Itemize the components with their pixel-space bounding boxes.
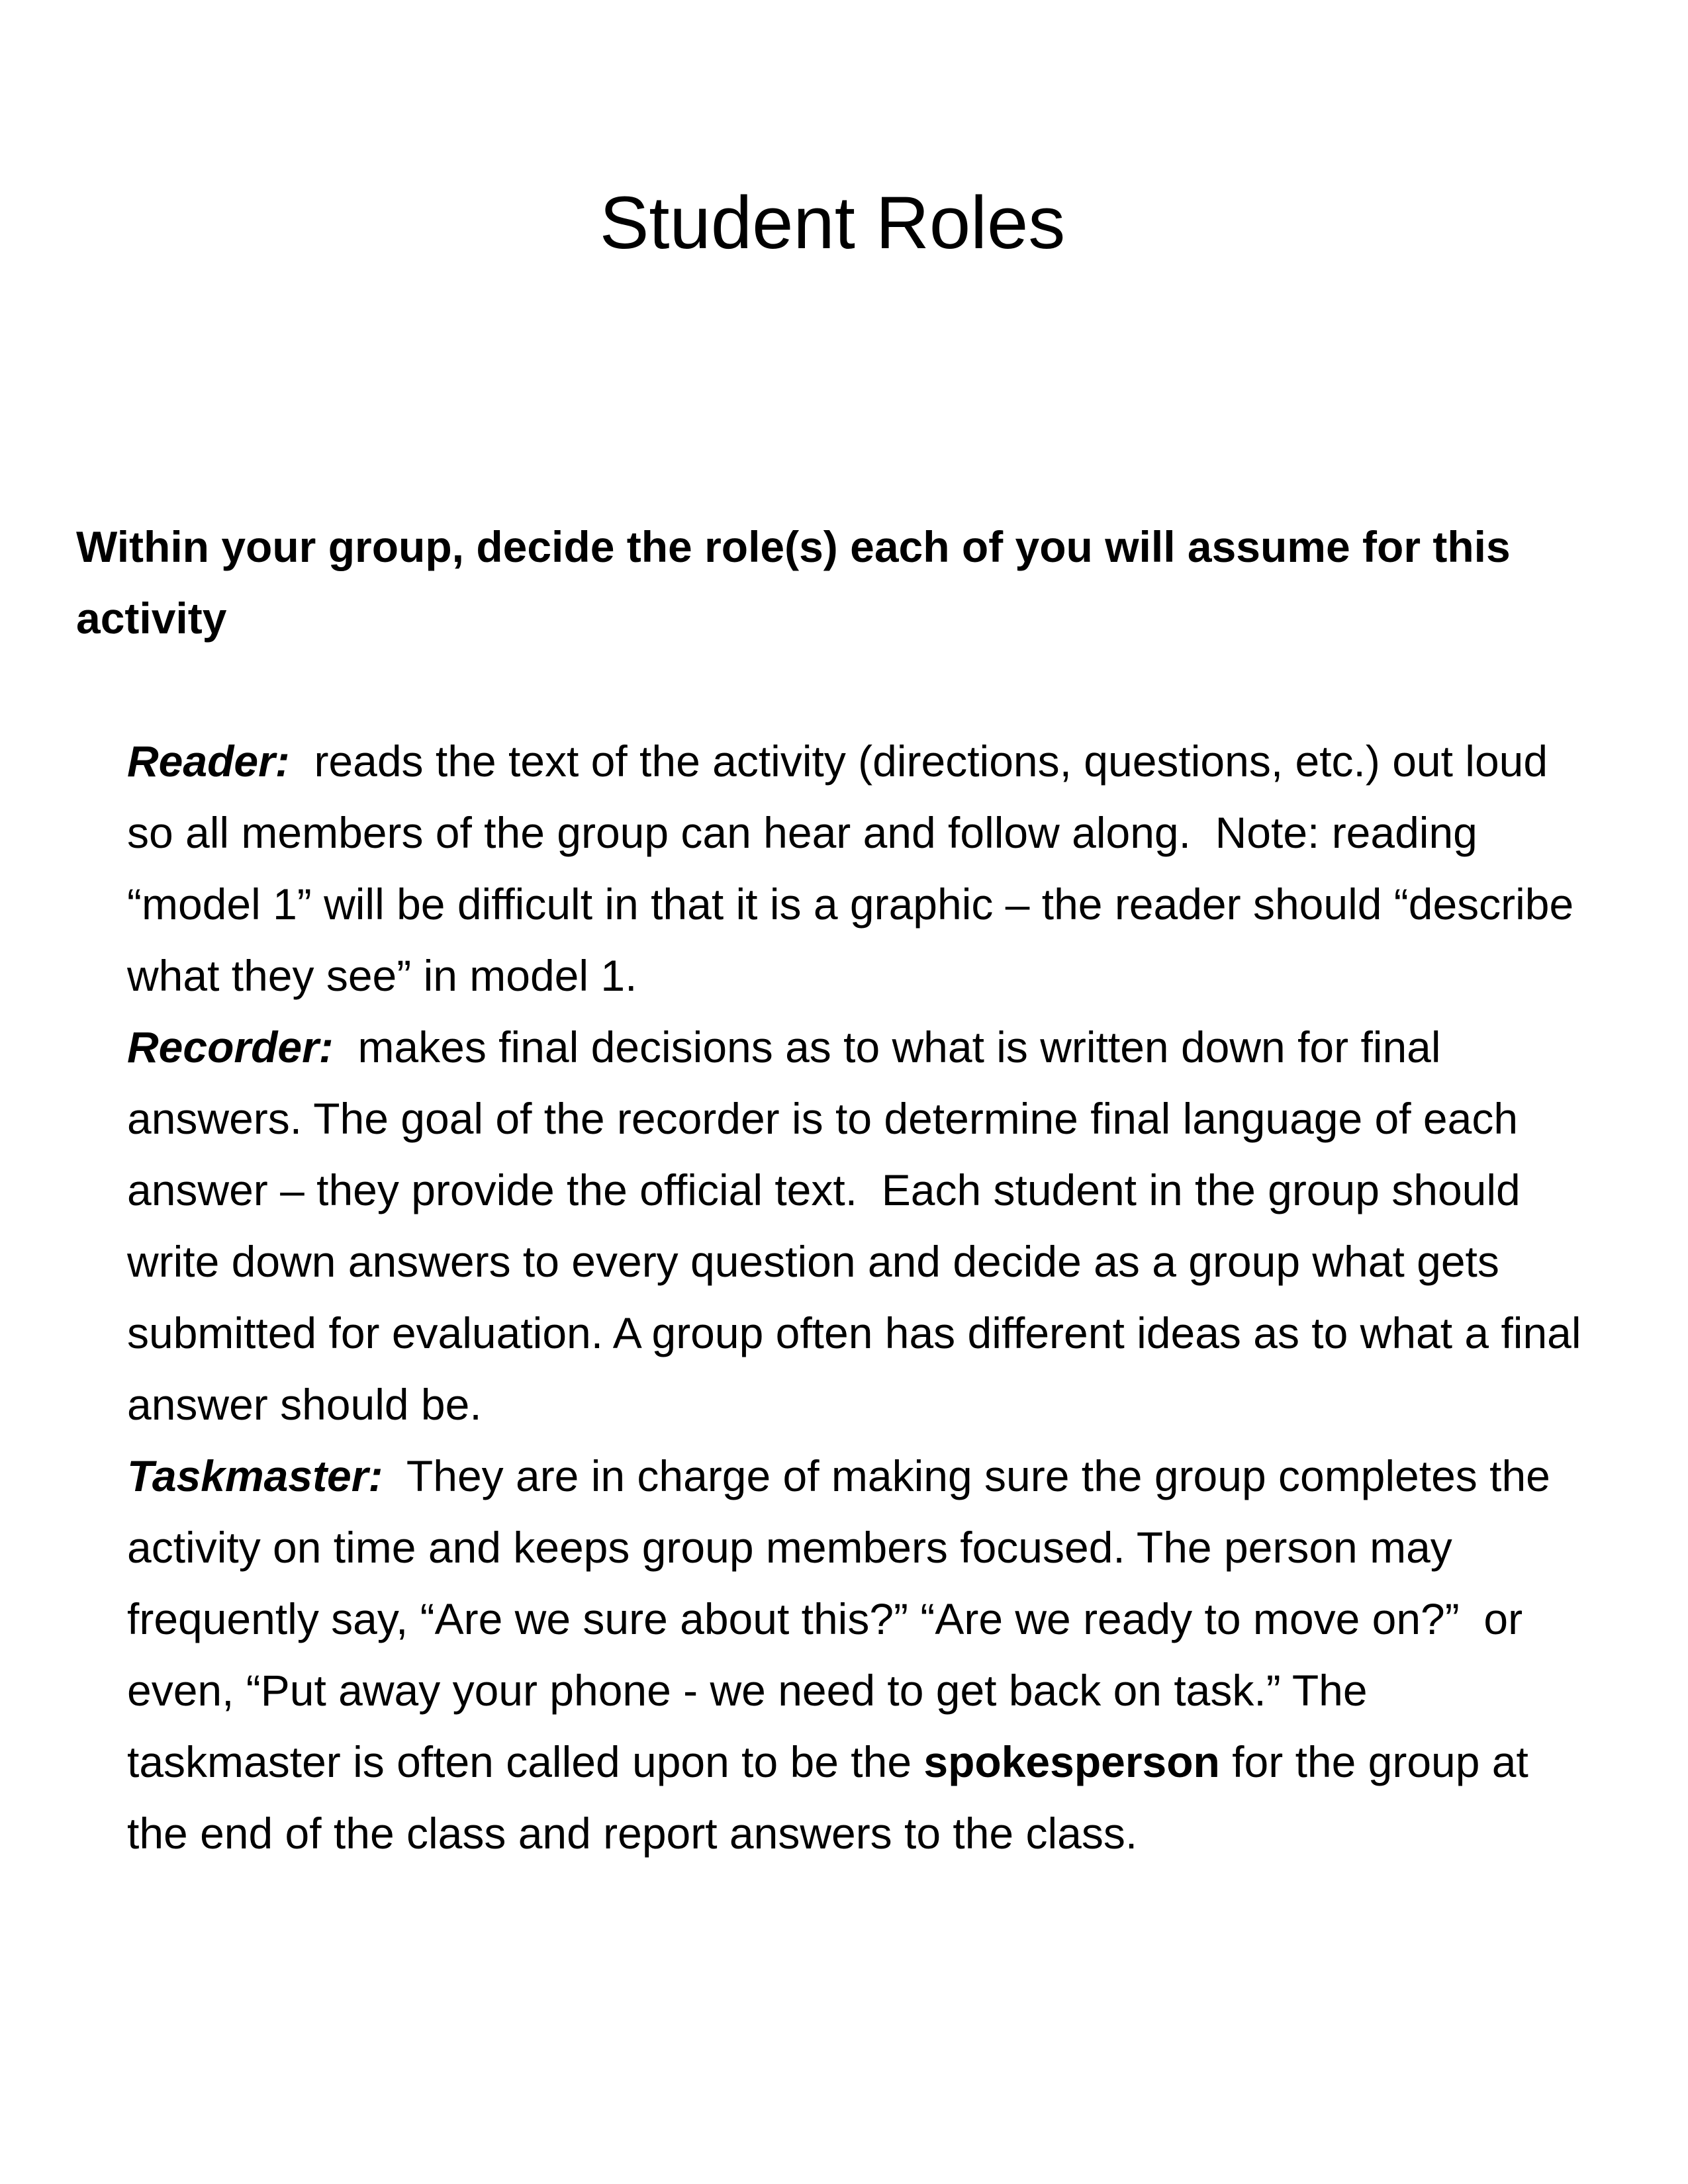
role-description-taskmaster-after: for the group at the end of the class and report answers to the class. bbox=[127, 1737, 1541, 1858]
spokesperson-bold-text: spokesperson bbox=[923, 1737, 1220, 1787]
role-description-recorder: makes final decisions as to what is written down for final answers. The goal of the recorder is to determine final language of each answer – they provide the official text. Each student in the group should write down answers to every question and decide as a group what gets submitted for evaluation. A group often has different ideas as to what a final answer should be. bbox=[127, 1023, 1593, 1430]
role-name-reader: Reader: bbox=[127, 737, 290, 786]
role-description-reader: reads the text of the activity (directions, questions, etc.) out loud so all members of the group can hear and follow along. Note: reading “model 1” will be difficult in that it is a graphic – the reader should “describe what they see” in model 1. bbox=[127, 737, 1586, 1001]
role-name-recorder: Recorder: bbox=[127, 1023, 334, 1072]
roles-list bbox=[127, 725, 1593, 1869]
intro-paragraph: Within your group, decide the role(s) each of you will assume for this activity bbox=[76, 522, 1523, 643]
role-description-taskmaster-before: They are in charge of making sure the group completes the activity on time and keeps group members focused. The person may frequently say, “Are we sure about this?” “Are we ready to move on?” or even, “Put away your phone - we need to get back on task.” The taskmaster is often called upon to be the bbox=[127, 1451, 1563, 1787]
role-item-reader bbox=[127, 725, 1589, 1011]
role-name-taskmaster: Taskmaster: bbox=[127, 1451, 383, 1501]
role-item-recorder bbox=[127, 1011, 1593, 1440]
role-item-taskmaster bbox=[127, 1440, 1589, 1869]
page-title: Student Roles bbox=[599, 181, 1066, 264]
